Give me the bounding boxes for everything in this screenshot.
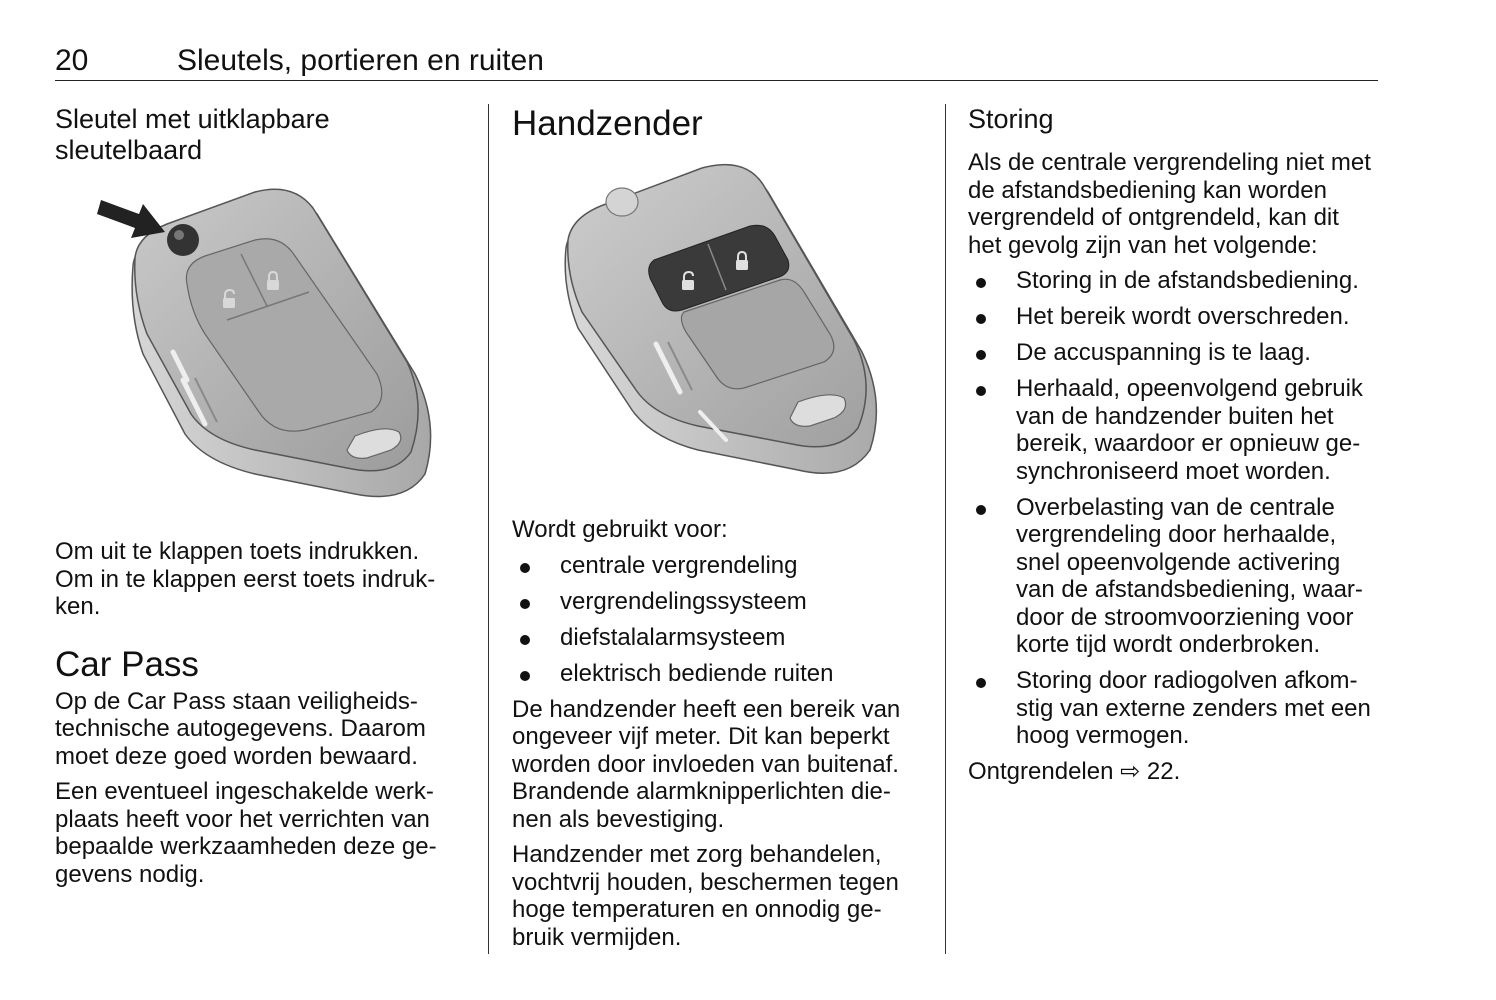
flip-key-instruction: Om uit te klappen toets indrukken. Om in te klappen eerst toets indruk- ken.: [55, 538, 436, 620]
list-item: centrale vergrendeling: [512, 552, 922, 580]
page-title: Sleutels, portieren en ruiten: [177, 44, 544, 77]
column-divider: [945, 104, 946, 954]
heading-flip-key: Sleutel met uitklapbare sleutelbaard: [55, 104, 330, 165]
column-right: [968, 104, 1388, 794]
heading-car-pass: Car Pass: [55, 644, 199, 684]
heading-handzender: Handzender: [512, 104, 703, 143]
column-left: [55, 104, 455, 896]
list-item: Storing door radiogolven afkom- stig van externe zenders met een hoog vermogen.: [968, 667, 1388, 750]
list-item: Het bereik wordt overschreden.: [968, 303, 1388, 331]
flip-key-figure: [55, 174, 455, 514]
reference-page: 22.: [1146, 758, 1181, 785]
car-pass-paragraph-2: Een eventueel ingeschakelde werk- plaats heeft voor het verrichten van bepaalde werkzaamheden deze ge- gevens nodig.: [55, 778, 437, 888]
car-pass-paragraph-1: Op de Car Pass staan veiligheids- technische autogegevens. Daarom moet deze goed worden bewaard.: [55, 687, 426, 770]
list-item: Herhaald, opeenvolgend gebruik van de handzender buiten het bereik, waardoor er opnieuw ge- synchroniseerd moet worden.: [968, 375, 1388, 485]
uses-list: [512, 552, 922, 688]
cross-reference[interactable]: Ontgrendelen ⇨ 22.: [968, 758, 1181, 785]
column-middle: [512, 104, 922, 959]
list-item: De accuspanning is te laag.: [968, 339, 1388, 367]
reference-arrow-icon: ⇨: [1120, 758, 1141, 785]
page-number: 20: [55, 44, 89, 77]
key-fob-icon: [132, 189, 431, 496]
heading-storing: Storing: [968, 104, 1054, 134]
arrow-pointer-icon: [97, 200, 165, 238]
remote-key-figure: [512, 152, 922, 497]
range-paragraph: De handzender heeft een bereik van ongeveer vijf meter. Dit kan beperkt worden door invloeden van buitenaf. Brandende alarmknipperlichten die- nen als bevestiging.: [512, 695, 901, 833]
list-item: vergrendelingssysteem: [512, 588, 922, 616]
page-header: [55, 44, 1378, 81]
column-divider: [488, 104, 489, 954]
list-item: Overbelasting van de centrale vergrendeling door herhaalde, snel opeenvolgende activering van de afstandsbediening, waar- door de stroomvoorziening voor korte tijd wordt onderbroken.: [968, 494, 1388, 659]
list-item: Storing in de afstandsbediening.: [968, 267, 1388, 295]
used-for-label: Wordt gebruikt voor:: [512, 516, 728, 543]
list-item: diefstalalarmsysteem: [512, 624, 922, 652]
list-item: elektrisch bediende ruiten: [512, 660, 922, 688]
care-paragraph: Handzender met zorg behandelen, vochtvrij houden, beschermen tegen hoge temperaturen en onnodig ge- bruik vermijden.: [512, 841, 899, 951]
key-fob-icon: [565, 165, 876, 474]
causes-list: [968, 267, 1388, 750]
storing-intro: Als de centrale vergrendeling niet met de afstandsbediening kan worden vergrendeld of ontgrendeld, kan dit het gevolg zijn van het volgende:: [968, 149, 1371, 259]
